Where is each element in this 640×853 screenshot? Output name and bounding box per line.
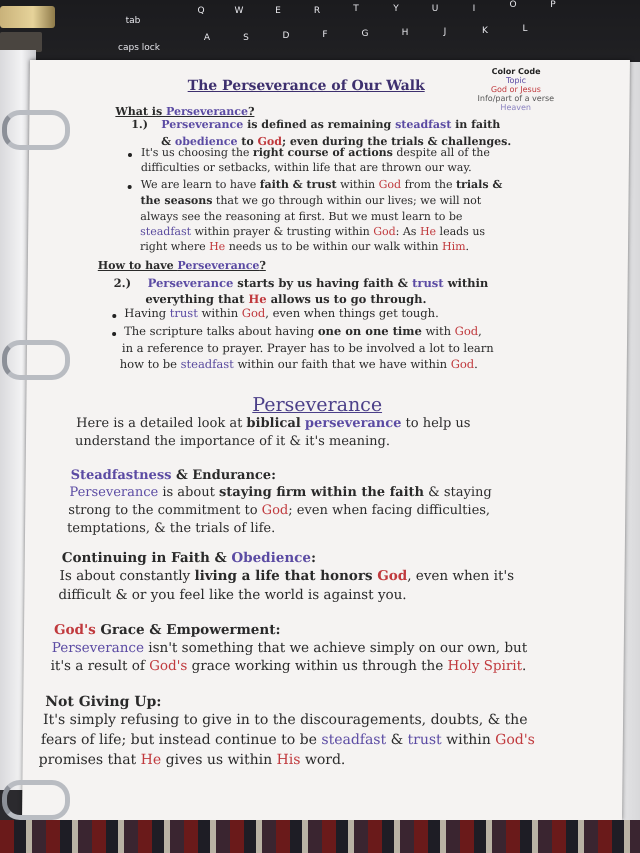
how-line-1: Perseverance starts by us having faith & trust within — [147, 276, 489, 290]
steadfastness-line-2: strong to the commitment to God; even when facing difficulties, — [68, 503, 491, 518]
not-giving-up-line-3: promises that He gives us within His word. — [38, 752, 346, 768]
bullet-2-line-3: always see the reasoning at first. But we must learn to be — [140, 210, 463, 223]
legend-god: God or Jesus — [490, 85, 542, 94]
key-u: U — [431, 4, 439, 14]
key-t: T — [353, 4, 359, 14]
bullet-4-line-2: in a reference to prayer. Prayer has to be involved a lot to learn — [121, 341, 494, 355]
key-e: E — [275, 6, 281, 16]
document-page — [22, 60, 630, 820]
pen-cap — [0, 32, 42, 52]
color-code-legend — [477, 67, 554, 112]
pen — [0, 6, 55, 28]
bullet-dot — [112, 314, 116, 318]
heading-continuing: Continuing in Faith & Obedience: — [61, 550, 317, 566]
heading-not-giving-up: Not Giving Up: — [45, 694, 162, 710]
intro-line-2: understand the importance of it & it's meaning. — [74, 434, 391, 449]
key-j: J — [443, 27, 447, 37]
page-title: The Perseverance of Our Walk — [187, 78, 425, 94]
steadfastness-line-3: temptations, & the trials of life. — [66, 521, 276, 536]
key-y: Y — [393, 4, 399, 14]
key-s: S — [243, 33, 249, 43]
key-k: K — [482, 26, 488, 36]
bullet-2-line-4: steadfast within prayer & trusting within God: As He leads us — [140, 225, 486, 238]
continuing-line-2: difficult & or you feel like the world is against you. — [58, 587, 407, 603]
how-line-2: everything that He allows us to go through. — [145, 292, 427, 306]
bullet-2-line-1: We are learn to have faith & trust within God from the trials & — [140, 178, 503, 191]
bullet-4-line-3: how to be steadfast within our faith that we have within God. — [119, 357, 478, 371]
item-number-2: 2.) — [113, 276, 132, 290]
bullet-dot — [128, 153, 132, 157]
bullet-1-line-1: It's us choosing the right course of actions despite all of the — [140, 146, 490, 159]
not-giving-up-line-1: It's simply refusing to give in to the discouragements, doubts, & the — [42, 712, 528, 728]
definition-line-2: & obedience to God; even during the trials & challenges. — [161, 135, 512, 148]
key-a: A — [203, 33, 211, 43]
key-w: W — [234, 6, 244, 16]
section-heading-how: How to have Perseverance? — [97, 259, 266, 272]
legend-heaven: Heaven — [500, 103, 532, 112]
bullet-dot — [112, 332, 116, 336]
bullet-3: Having trust within God, even when things get tough. — [124, 306, 439, 320]
key-tab: tab — [125, 16, 141, 26]
bullet-1-line-2: difficulties or setbacks, within life that are thrown our way. — [140, 161, 472, 174]
continuing-line-1: Is about constantly living a life that honors God, even when it's — [59, 568, 515, 584]
key-p: P — [550, 0, 556, 10]
definition-line-1: Perseverance is defined as remaining steadfast in faith — [161, 118, 501, 131]
key-d: D — [282, 31, 290, 41]
heading-steadfastness: Steadfastness & Endurance: — [70, 468, 277, 483]
legend-topic: Topic — [505, 76, 527, 85]
grace-line-2: it's a result of God's grace working within us through the Holy Spirit. — [50, 658, 527, 674]
binder-ring — [2, 780, 70, 820]
key-caps: caps lock — [118, 43, 160, 53]
key-q: Q — [197, 6, 205, 16]
bullet-2-line-5: right where He needs us to be within our walk within Him. — [139, 240, 470, 253]
key-f: F — [322, 30, 328, 40]
key-g: G — [361, 29, 369, 39]
section-heading-what: What is Perseverance? — [115, 105, 255, 118]
not-giving-up-line-2: fears of life; but instead continue to be steadfast & trust within God's — [40, 732, 535, 748]
grace-line-1: Perseverance isn't something that we achieve simply on our own, but — [51, 640, 528, 656]
intro-line-1: Here is a detailed look at biblical perseverance to help us — [76, 416, 471, 431]
binder-ring — [2, 340, 70, 380]
item-number-1: 1.) — [131, 118, 149, 131]
heading-grace: God's Grace & Empowerment: — [53, 622, 281, 638]
bullet-4-line-1: The scripture talks about having one on one time with God, — [124, 324, 482, 338]
binder-ring — [2, 110, 70, 150]
bullet-dot — [128, 185, 132, 189]
bullet-2-line-2: the seasons that we go through within our lives; we will not — [140, 194, 482, 207]
key-i: I — [472, 4, 476, 14]
legend-info: Info/part of a verse — [477, 94, 555, 103]
legend-title: Color Code — [491, 67, 541, 76]
key-r: R — [313, 6, 321, 16]
key-o: O — [509, 0, 517, 10]
key-l: L — [522, 24, 528, 34]
key-h: H — [401, 28, 409, 38]
section-title-perseverance: Perseverance — [252, 394, 383, 416]
rug — [0, 820, 640, 853]
steadfastness-line-1: Perseverance is about staying firm within the faith & staying — [69, 485, 492, 500]
